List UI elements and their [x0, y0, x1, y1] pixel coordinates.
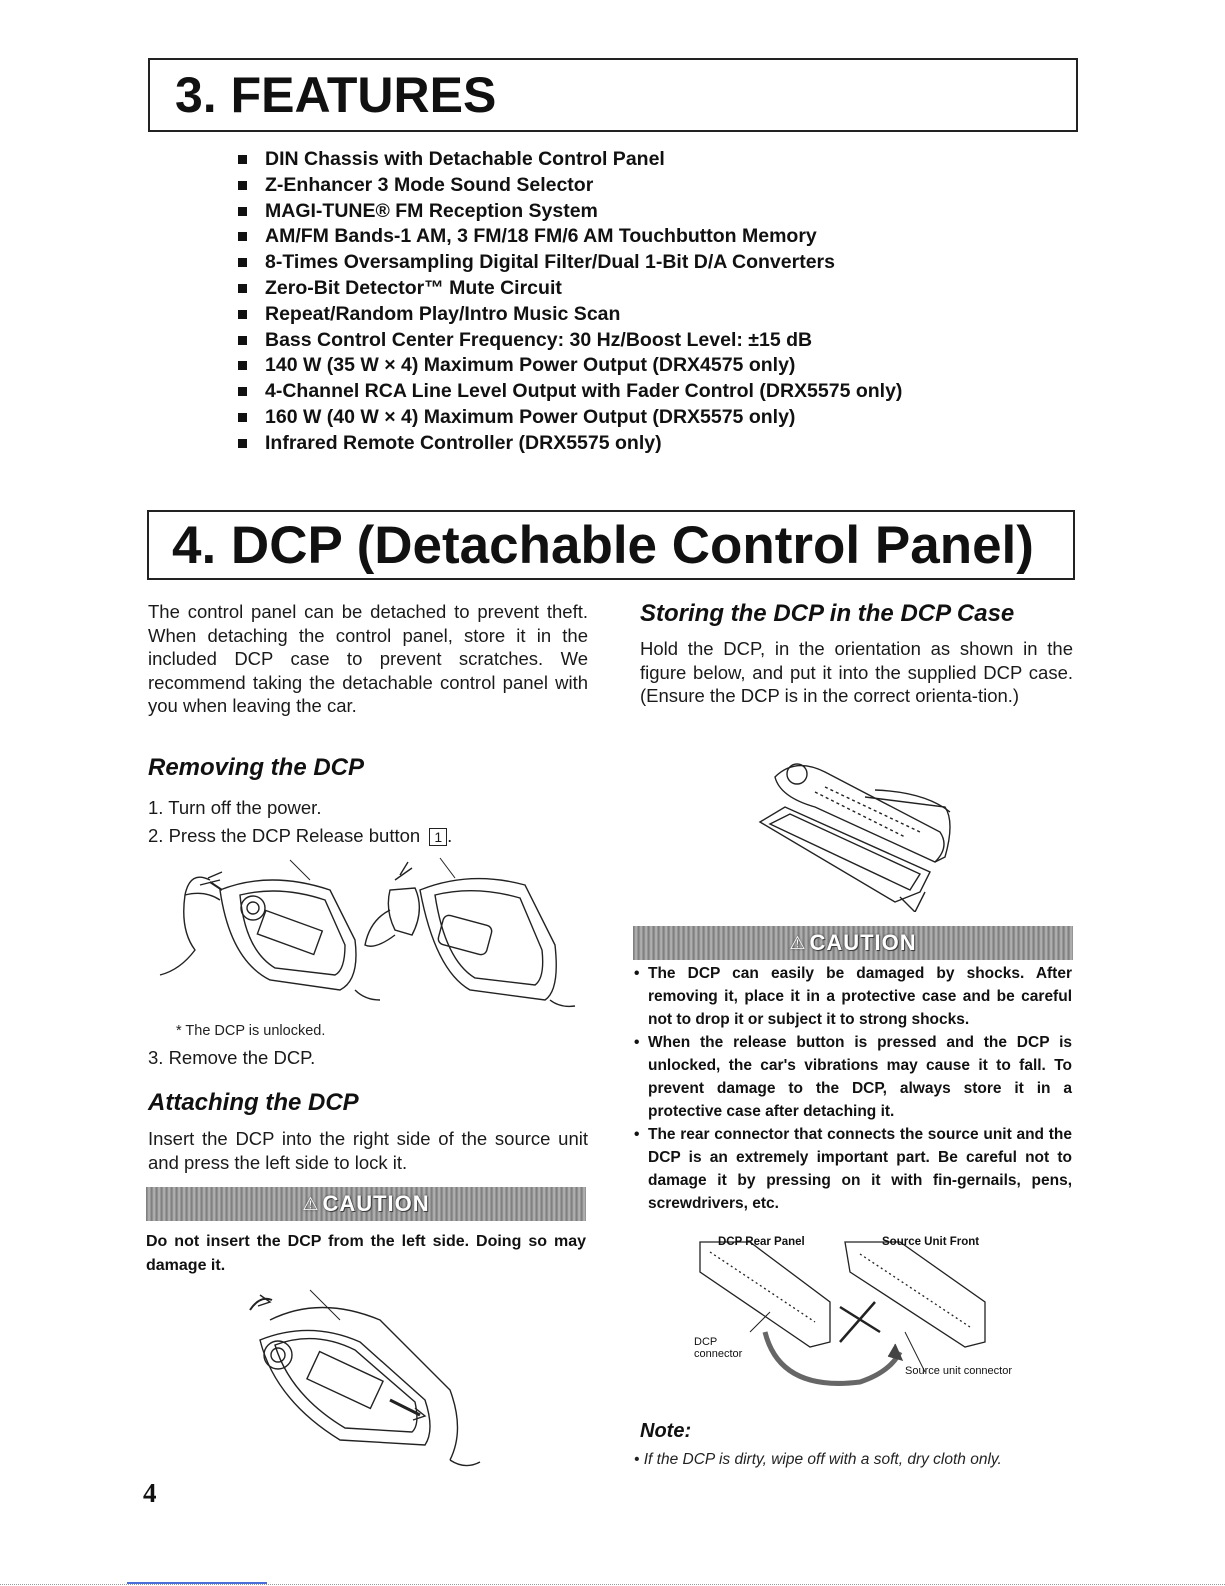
removing-step-2 — [148, 824, 452, 848]
list-item: Infrared Remote Controller (DRX5575 only) — [238, 431, 902, 457]
list-item: 4-Channel RCA Line Level Output with Fader Control (DRX5575 only) — [238, 379, 902, 405]
bullet-icon — [238, 387, 247, 396]
attaching-dcp-figure — [230, 1280, 490, 1470]
list-item: Bass Control Center Frequency: 30 Hz/Boost Level: ±15 dB — [238, 328, 902, 354]
source-unit-connector-label: Source unit connector — [905, 1365, 1013, 1377]
note-heading: Note: — [640, 1420, 692, 1442]
bullet-icon — [238, 439, 247, 448]
bullet-icon — [238, 413, 247, 422]
list-item: MAGI-TUNE® FM Reception System — [238, 199, 902, 225]
dcp-connector-label-2: connector — [694, 1348, 743, 1360]
bullet-icon — [238, 155, 247, 164]
main-caution-list — [634, 962, 1072, 1215]
attaching-caution-text: Do not insert the DCP from the left side. Doing so may damage it. — [146, 1233, 586, 1274]
note-text — [634, 1451, 1002, 1469]
list-item: 140 W (35 W × 4) Maximum Power Output (DRX4575 only) — [238, 353, 902, 379]
warning-icon: ⚠ — [789, 932, 806, 953]
dcp-intro: The control panel can be detached to prevent theft. When detaching the control panel, store it in the included DCP case to prevent scratches. We recommend taking the detachable control panel with you when leaving the car. — [148, 601, 588, 716]
bullet-icon — [238, 336, 247, 345]
removing-step-2-text: 2. Press the DCP Release button — [148, 825, 421, 846]
features-list — [238, 147, 902, 457]
list-item: • The DCP can easily be damaged by shocks. After removing it, place it in a protective case and be careful not to drop it or subject it to strong shocks. — [634, 962, 1072, 1031]
main-caution-bar — [633, 926, 1073, 960]
attaching-heading: Attaching the DCP — [148, 1089, 359, 1116]
list-item: 160 W (40 W × 4) Maximum Power Output (DRX5575 only) — [238, 405, 902, 431]
bullet-icon — [238, 181, 247, 190]
list-item: 8-Times Oversampling Digital Filter/Dual 1-Bit D/A Converters — [238, 250, 902, 276]
storing-case-figure — [755, 752, 960, 912]
list-item: DIN Chassis with Detachable Control Panel — [238, 147, 902, 173]
bullet-icon — [238, 258, 247, 267]
storing-heading: Storing the DCP in the DCP Case — [640, 600, 1015, 627]
removing-figure-note: * The DCP is unlocked. — [176, 1023, 326, 1039]
removing-dcp-figure — [150, 850, 580, 1010]
warning-icon: ⚠ — [302, 1193, 319, 1214]
bullet-icon — [238, 207, 247, 216]
list-item: Z-Enhancer 3 Mode Sound Selector — [238, 173, 902, 199]
list-item: AM/FM Bands-1 AM, 3 FM/18 FM/6 AM Touchbutton Memory — [238, 224, 902, 250]
dcp-title: 4. DCP (Detachable Control Panel) — [172, 516, 1034, 575]
bullet-icon — [238, 232, 247, 241]
attaching-caution-bar — [146, 1187, 586, 1221]
release-button-icon: 1 — [429, 828, 447, 846]
source-unit-front-label: Source Unit Front — [882, 1236, 980, 1248]
storing-text: Hold the DCP, in the orientation as shown in the figure below, and put it into the supplied DCP case. (Ensure the DCP is in the correct orienta-tion.) — [640, 638, 1073, 706]
removing-step-3: 3. Remove the DCP. — [148, 1047, 316, 1068]
dcp-rear-panel-label: DCP Rear Panel — [718, 1236, 805, 1248]
features-title: 3. FEATURES — [175, 67, 497, 123]
bullet-icon — [238, 284, 247, 293]
dcp-connector-label-1: DCP — [694, 1336, 718, 1348]
list-item: • The rear connector that connects the source unit and the DCP is an extremely important part. Be careful not to damage it by pressing on it with fin-gernails, pens, screwdrivers, etc. — [634, 1123, 1072, 1215]
note-bullet: • — [634, 1451, 644, 1468]
connector-figure — [690, 1232, 1030, 1402]
list-item: Repeat/Random Play/Intro Music Scan — [238, 302, 902, 328]
bullet-icon — [238, 361, 247, 370]
list-item: Zero-Bit Detector™ Mute Circuit — [238, 276, 902, 302]
note-text-body: If the DCP is dirty, wipe off with a soft, dry cloth only. — [643, 1451, 1002, 1468]
removing-step-1: 1. Turn off the power. — [148, 797, 322, 818]
attaching-caution-label: CAUTION — [322, 1191, 430, 1216]
removing-step-2-end: . — [447, 825, 453, 846]
bullet-icon — [238, 310, 247, 319]
removing-heading: Removing the DCP — [148, 754, 365, 781]
list-item: • When the release button is pressed and the DCP is unlocked, the car's vibrations may cause it to fall. To prevent damage to the DCP, always store it in a protective case after detaching it. — [634, 1031, 1072, 1123]
page-number: 4 — [143, 1478, 157, 1508]
main-caution-label: CAUTION — [809, 930, 917, 955]
attaching-text: Insert the DCP into the right side of the source unit and press the left side to lock it. — [148, 1128, 588, 1173]
bottom-link-bar — [127, 1582, 267, 1584]
